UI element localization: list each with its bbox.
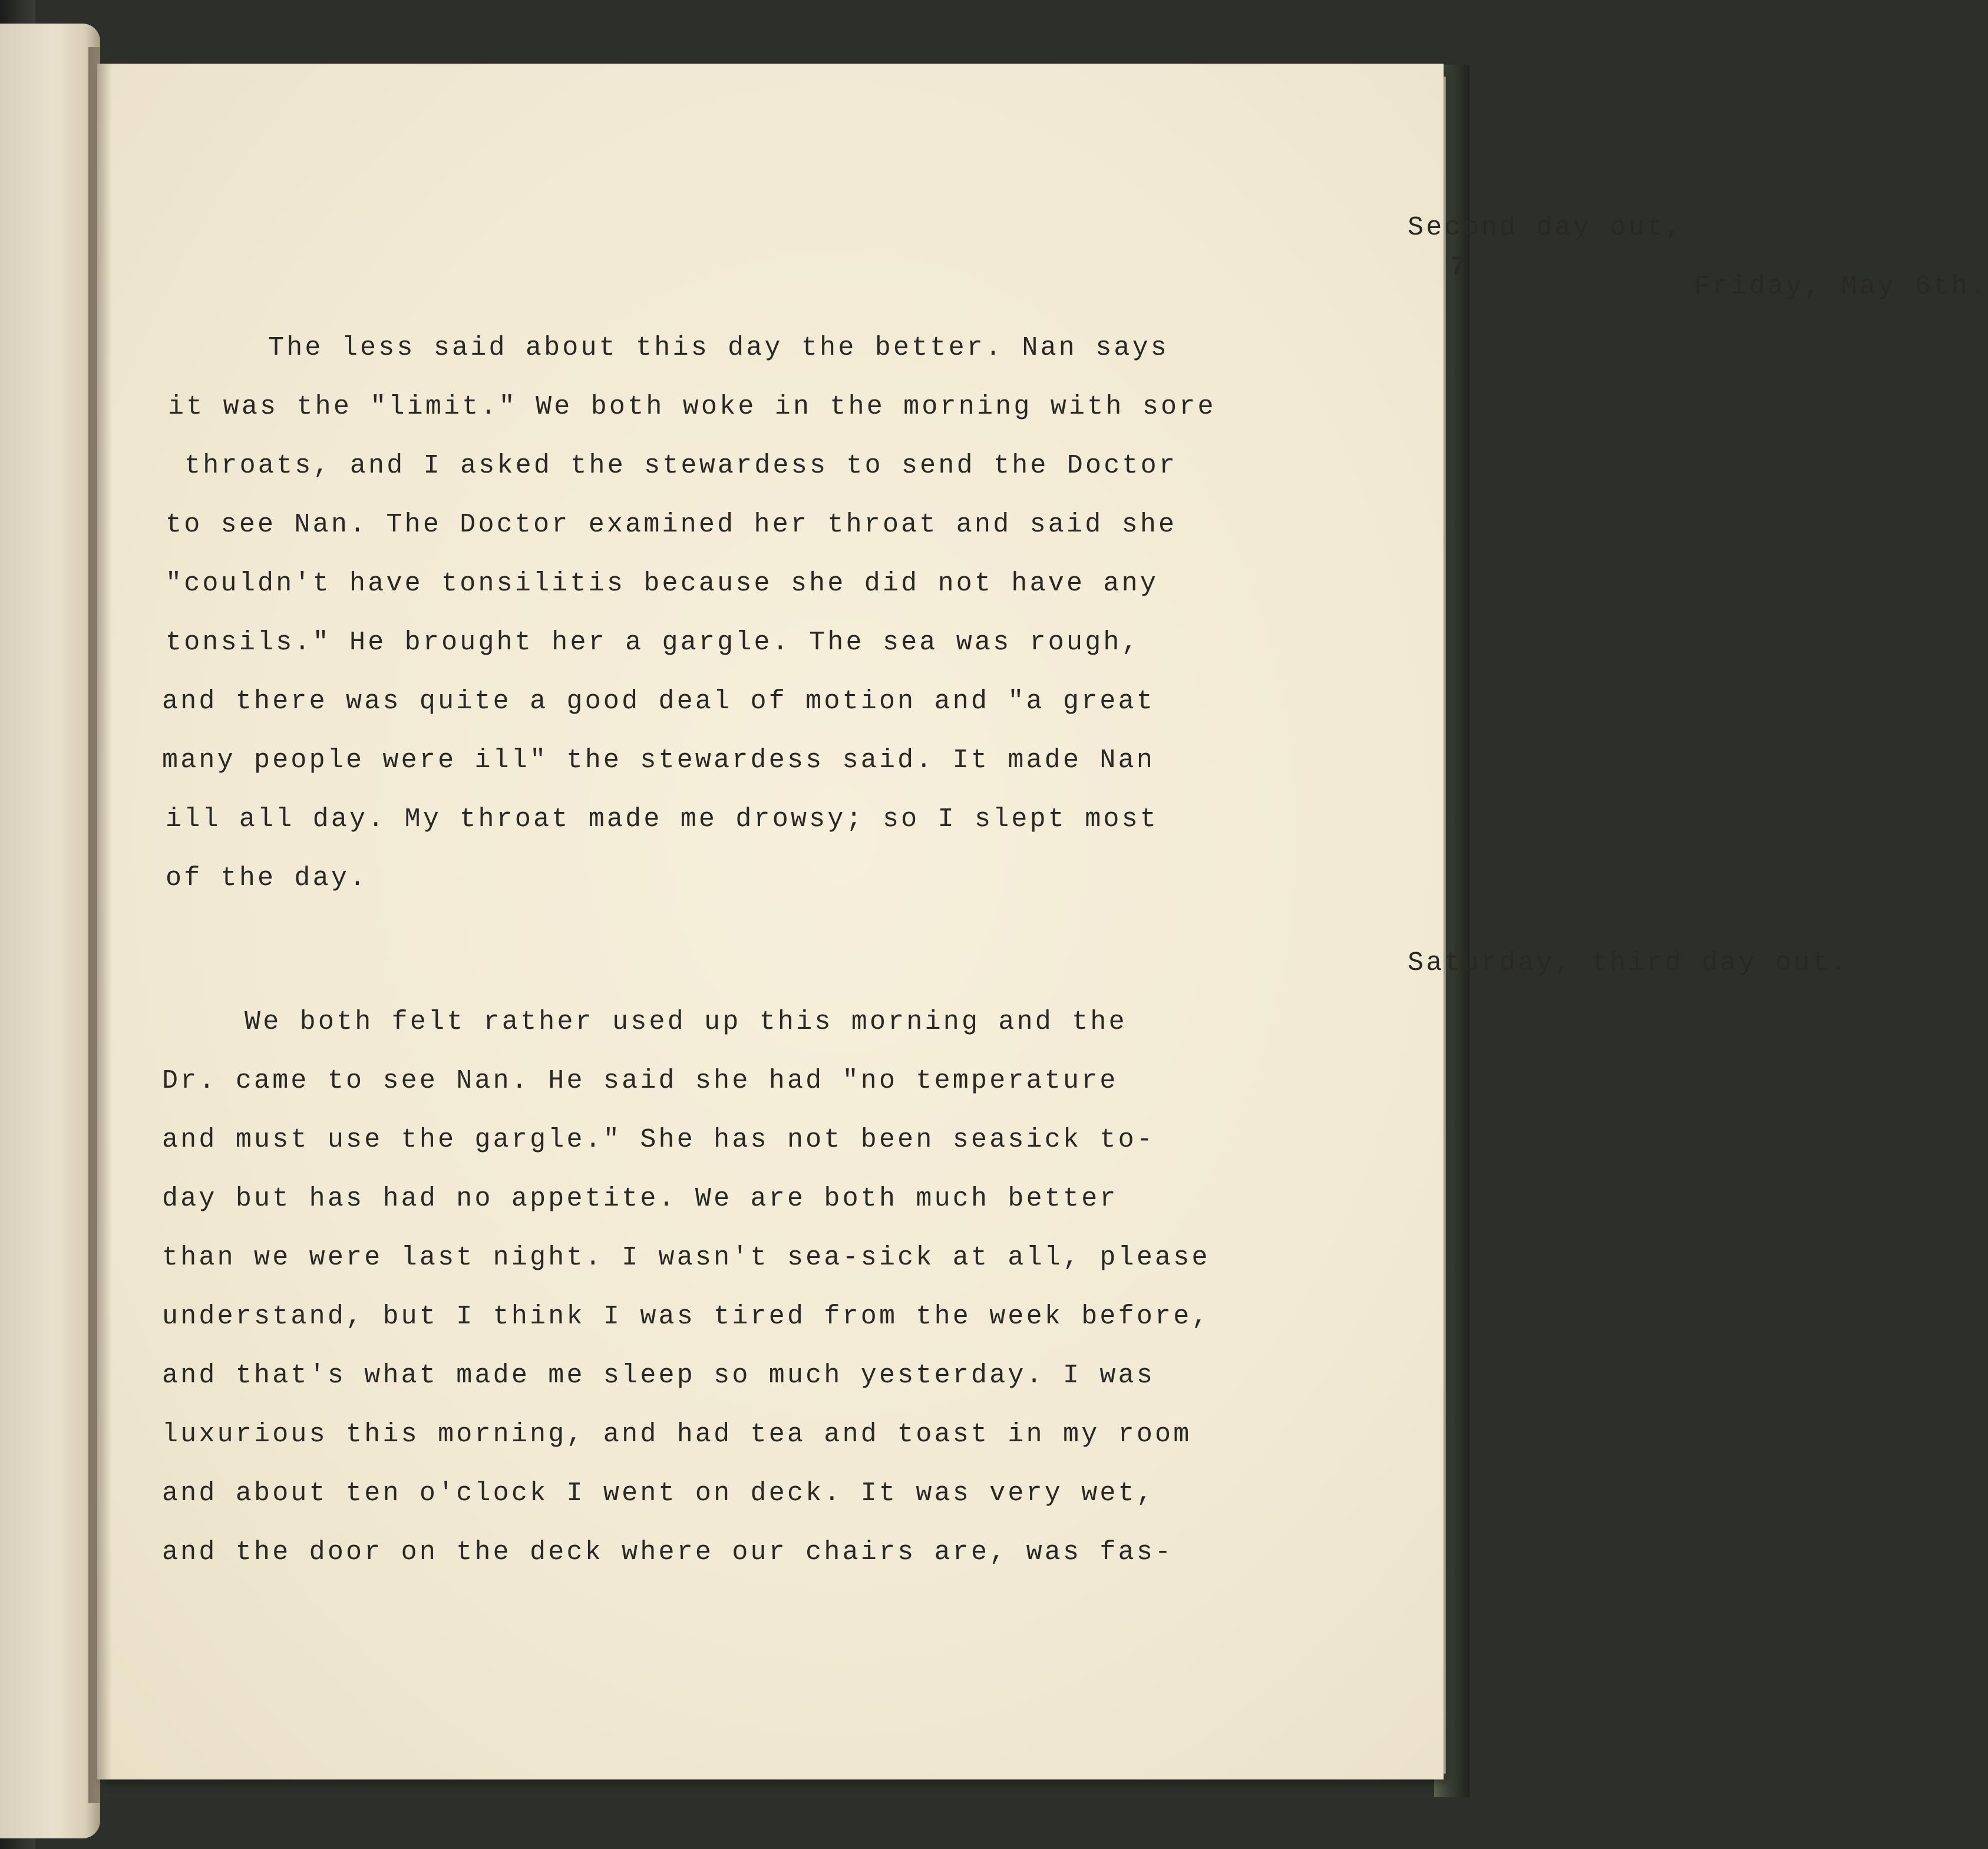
text-line: luxurious this morning, and had tea and toast in my room: [162, 1419, 1192, 1450]
text-line: "couldn't have tonsilitis because she did not have any: [166, 569, 1159, 599]
text-line: day but has had no appetite. We are both much better: [162, 1184, 1118, 1214]
date-line-2: Friday, May 6th.: [1694, 272, 1988, 302]
text-line: to see Nan. The Doctor examined her throat and said she: [166, 510, 1177, 540]
text-line: than we were last night. I wasn't sea-sick at all, please: [162, 1243, 1210, 1273]
text-line: and about ten o'clock I went on deck. It was very wet,: [162, 1478, 1155, 1508]
text-line: and there was quite a good deal of motion and "a great: [162, 686, 1155, 717]
text-line: understand, but I think I was tired from the week before,: [162, 1302, 1210, 1332]
left-page-edge: [0, 24, 100, 1838]
text-line: and must use the gargle." She has not been seasick to-: [162, 1125, 1155, 1155]
text-line: of the day.: [166, 863, 368, 893]
text-line: and that's what made me sleep so much yesterday. I was: [162, 1361, 1155, 1391]
date-line-3: Saturday, third day out.: [1408, 948, 1849, 978]
date-line-1: Second day out,: [1408, 213, 1684, 243]
text-line: ill all day. My throat made me drowsy; so I slept most: [166, 804, 1159, 834]
text-line: it was the "limit." We both woke in the morning with sore: [168, 392, 1216, 422]
page-number: 7: [1450, 252, 1469, 283]
text-line: tonsils." He brought her a gargle. The sea was rough,: [166, 628, 1140, 658]
gutter-shadow: [88, 47, 112, 1803]
text-line: We both felt rather used up this morning and the: [245, 1007, 1127, 1037]
text-line: throats, and I asked the stewardess to send the Doctor: [184, 451, 1178, 481]
page-text: [97, 64, 1988, 1779]
text-line: Dr. came to see Nan. He said she had "no temperature: [162, 1066, 1118, 1096]
text-line: and the door on the deck where our chairs are, was fas-: [162, 1537, 1174, 1567]
text-line: The less said about this day the better. Nan says: [268, 333, 1170, 363]
text-line: many people were ill" the stewardess said. It made Nan: [162, 745, 1155, 775]
typed-page: [97, 64, 1988, 1779]
